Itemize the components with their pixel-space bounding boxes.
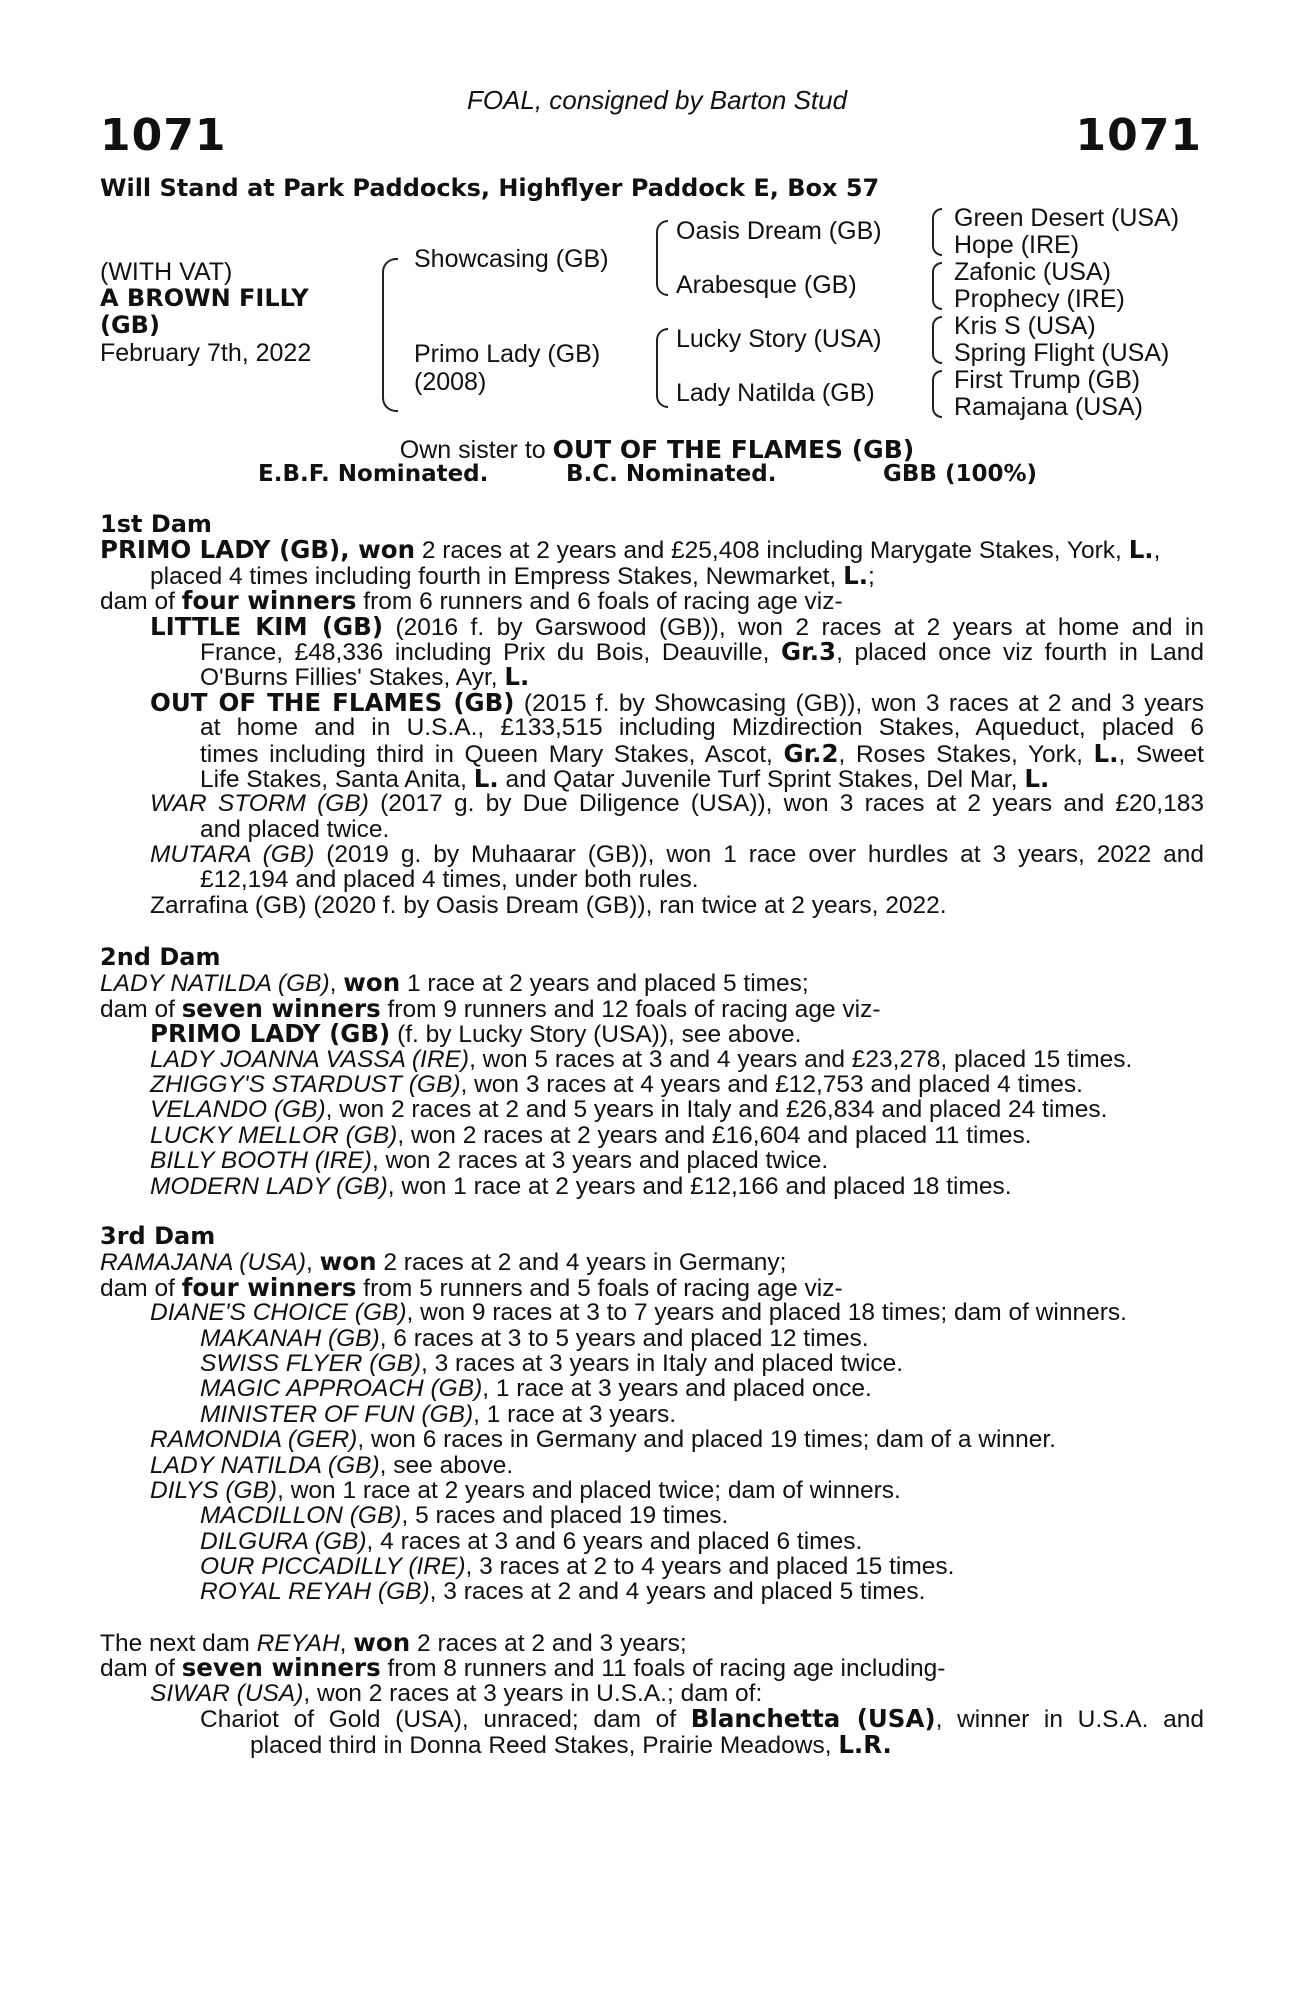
progeny-name: MUTARA (GB) [150,841,315,869]
first-dam-name: PRIMO LADY (GB) [100,535,341,565]
progeny-1-line-c [100,662,1204,692]
grade-label: L. [843,560,869,590]
race-record: , won 1 race at 2 years and £12,166 and placed 18 times. [387,1172,1012,1200]
second-dam-line-2 [100,993,1204,1023]
next-dam-line-4 [100,1704,1205,1734]
progeny-2-line-c [100,738,1204,768]
grade-label: L.R. [838,1729,892,1759]
race-record: , 1 race at 3 years. [473,1400,677,1428]
sire-sire: Oasis Dream (GB) [676,217,882,245]
progeny-1-line-a [100,611,1204,641]
first-dam-section [100,512,1204,918]
winners-count: four winners [181,1272,357,1302]
progeny-name: LUCKY MELLOR (GB) [150,1121,398,1149]
next-dam-name: REYAH [256,1630,340,1657]
progeny-1-line-b [100,636,1204,666]
race-record: , won 2 races at 2 years and £16,604 and placed 11 times. [397,1121,1032,1149]
race-record: , 1 race at 3 years and placed once. [482,1375,872,1403]
dam-name: Primo Lady (GB) [414,340,601,368]
vat-note: (WITH VAT) [100,258,233,286]
own-sister-name: OUT OF THE FLAMES (GB) [552,435,915,464]
race-record: at home and in U.S.A., £133,515 including Mizdirection Stakes, Aqueduct, placed 6 [200,714,1204,742]
second-dam-progeny-2 [100,1047,1204,1072]
third-dam-line-1 [100,1247,1204,1277]
third-dam-progeny-b [100,1427,1204,1452]
third-dam-grandprogeny-d3 [100,1554,1204,1579]
granddam-1: Hope (IRE) [954,231,1080,259]
won-label: , won [340,535,416,565]
text-fragment: dam of [100,1655,182,1683]
progeny-name: SIWAR (USA) [150,1679,304,1707]
third-dam-line-2 [100,1272,1204,1302]
grade-label: L. [473,763,499,793]
progeny-name: ZHIGGY'S STARDUST (GB) [150,1070,461,1098]
progeny-name: OUT OF THE FLAMES (GB) [150,687,515,717]
text-fragment: from 8 runners and 11 foals of racing age including- [380,1655,946,1683]
race-record: 2 races at 2 and 4 years in Germany; [376,1249,787,1277]
grandsire-4: First Trump (GB) [954,366,1141,394]
third-dam-grandprogeny-d4 [100,1579,1204,1604]
race-record: , winner in U.S.A. and [935,1706,1205,1734]
second-dam-heading: 2nd Dam [100,943,221,971]
text-fragment: from 6 runners and 6 foals of racing age viz- [356,588,843,616]
progeny-name: MACDILLON (GB) [200,1502,402,1530]
race-record: , won 5 races at 3 and 4 years and £23,278, placed 15 times. [469,1045,1133,1073]
text-fragment: The next dam [100,1630,257,1657]
grade-label: L. [1024,763,1050,793]
third-dam-heading: 3rd Dam [100,1222,216,1250]
sire-name: Showcasing (GB) [414,245,609,273]
pedigree-brace-dam [656,328,668,408]
race-record: , 5 races and placed 19 times. [401,1502,729,1530]
race-record: , 3 races at 2 to 4 years and placed 15 times. [465,1553,955,1581]
race-record: , Sweet [1118,740,1204,768]
race-record: , 6 races at 3 to 5 years and placed 12 times. [379,1324,869,1352]
third-dam-progeny-a [100,1300,1204,1325]
own-sister-prefix: Own sister to [399,436,553,464]
pedigree-brace-main [382,258,398,412]
race-record: (2016 f. by Garswood (GB)), won 2 races at 2 years at home and in [383,613,1204,641]
text-fragment: dam of [100,588,182,616]
punctuation: , [306,1249,320,1277]
race-record: 1 race at 2 years and placed 5 times; [400,970,809,998]
progeny-name: DILYS (GB) [150,1476,278,1504]
third-dam-grandprogeny-a3 [100,1376,1204,1401]
progeny-name: RAMONDIA (GER) [150,1426,358,1454]
text-fragment: dam of [100,1274,182,1302]
progeny-name: SWISS FLYER (GB) [200,1349,422,1377]
race-record: and placed twice. [200,815,390,843]
third-dam-grandprogeny-a4 [100,1402,1204,1427]
progeny-5-line [100,893,1204,918]
progeny-2-line-a [100,687,1204,717]
progeny-name: ROYAL REYAH (GB) [200,1578,430,1606]
third-dam-name: RAMAJANA (USA) [100,1249,307,1277]
race-record: and Qatar Juvenile Turf Sprint Stakes, Del Mar, [498,765,1025,793]
race-record: , won 3 races at 4 years and £12,753 and placed 4 times. [460,1070,1083,1098]
grandsire-2: Zafonic (USA) [954,258,1111,286]
first-dam-line-2 [100,560,1204,590]
race-record: , placed once viz fourth in Land [836,638,1204,666]
race-record: , won 1 race at 2 years and placed twice; dam of winners. [277,1476,901,1504]
race-record: , 3 races at 3 years in Italy and placed twice. [421,1349,904,1377]
second-dam-progeny-4 [100,1097,1204,1122]
race-record: Chariot of Gold (USA), unraced; dam of [200,1706,691,1734]
gbb-note: GBB (100%) [883,461,1038,487]
progeny-name: MAKANAH (GB) [200,1324,380,1352]
subject-name: A BROWN FILLY [100,284,309,312]
next-dam-line-3 [100,1681,1204,1706]
progeny-name: MAGIC APPROACH (GB) [200,1375,483,1403]
subject-dob: February 7th, 2022 [100,339,312,367]
race-record: times including third in Queen Mary Stakes, Ascot, [200,740,784,768]
grandsire-3: Kris S (USA) [954,312,1096,340]
progeny-name: PRIMO LADY (GB) [150,1019,391,1049]
punctuation: , [339,1630,354,1657]
won-label: won [343,968,401,998]
progeny-name: DILGURA (GB) [200,1527,367,1555]
lot-number-right: 1071 [1075,110,1202,161]
third-dam-grandprogeny-a2 [100,1351,1204,1376]
pedigree-brace-sire [656,220,668,296]
race-record: Zarrafina (GB) (2020 f. by Oasis Dream (GB)), ran twice at 2 years, 2022. [150,891,947,919]
race-record: , 3 races at 2 and 4 years and placed 5 times. [429,1578,926,1606]
next-dam-section [100,1630,1204,1757]
race-record: , won 2 races at 2 and 5 years in Italy and £26,834 and placed 24 times. [325,1096,1108,1124]
third-dam-progeny-c [100,1453,1204,1478]
second-dam-progeny-5 [100,1123,1204,1148]
race-record: O'Burns Fillies' Stakes, Ayr, [200,664,505,692]
progeny-3-line-a [100,791,1204,816]
race-record: , Roses Stakes, York, [838,740,1094,768]
first-dam-line-3 [100,586,1204,616]
granddam-2: Prophecy (IRE) [954,285,1125,313]
grade-label: L. [1128,535,1154,565]
grandsire-1: Green Desert (USA) [954,204,1180,232]
second-dam-line-1 [100,968,1204,998]
progeny-2-line-d [100,763,1204,793]
second-dam-progeny-3 [100,1072,1204,1097]
third-dam-progeny-d [100,1478,1204,1503]
progeny-name: LADY JOANNA VASSA (IRE) [150,1045,470,1073]
winners-count: four winners [181,586,357,616]
punctuation: ; [868,562,875,590]
pedigree-brace-g1 [932,208,942,256]
first-dam-line-1 [100,535,1204,565]
text-fragment: from 9 runners and 12 foals of racing age viz- [380,995,881,1023]
pedigree-brace-g2 [932,262,942,310]
pedigree-brace-g4 [932,370,942,418]
consignor-line: FOAL, consigned by Barton Stud [466,85,848,115]
race-record: (2015 f. by Showcasing (GB)), won 3 races at 2 and 3 years [514,689,1204,717]
race-record: , won 6 races in Germany and placed 19 times; dam of a winner. [357,1426,1056,1454]
stand-location: Will Stand at Park Paddocks, Highflyer Paddock E, Box 57 [100,174,880,202]
granddam-3: Spring Flight (USA) [954,339,1170,367]
race-record: 2 races at 2 years and £25,408 including Marygate Stakes, York, [415,537,1129,565]
race-record: , see above. [379,1451,514,1479]
second-dam-progeny-7 [100,1174,1204,1199]
punctuation: , [1153,537,1161,565]
race-record: , 4 races at 3 and 6 years and placed 6 times. [366,1527,863,1555]
third-dam-section [100,1224,1204,1605]
dam-year: (2008) [414,368,487,396]
race-record: , won 2 races at 3 years in U.S.A.; dam of: [303,1679,763,1707]
race-record: France, £48,336 including Prix du Bois, Deauville, [200,638,782,666]
progeny-name: Blanchetta (USA) [690,1704,936,1734]
race-record: placed third in Donna Reed Stakes, Prairie Meadows, [250,1731,839,1759]
progeny-name: MODERN LADY (GB) [150,1172,388,1200]
race-record: (f. by Lucky Story (USA)), see above. [390,1021,802,1049]
progeny-name: WAR STORM (GB) [150,790,369,818]
sire-dam: Arabesque (GB) [676,271,857,299]
second-dam-progeny-6 [100,1148,1204,1173]
won-label: won [319,1247,377,1277]
dam-sire: Lucky Story (USA) [676,325,882,353]
progeny-name: BILLY BOOTH (IRE) [150,1147,372,1175]
race-record: , won 9 races at 3 to 7 years and placed 18 times; dam of winners. [406,1299,1127,1327]
next-dam-line-5 [100,1729,1204,1759]
third-dam-grandprogeny-a1 [100,1326,1204,1351]
third-dam-grandprogeny-d2 [100,1529,1204,1554]
second-dam-progeny-1 [100,1019,1204,1049]
progeny-2-line-b [100,715,1204,740]
pedigree-brace-g3 [932,316,942,364]
punctuation: , [329,970,344,998]
bc-note: B.C. Nominated. [566,461,777,487]
race-record: placed 4 times including fourth in Empress Stakes, Newmarket, [150,562,844,590]
subject-origin: (GB) [100,311,160,339]
lot-number-left: 1071 [100,110,227,161]
granddam-4: Ramajana (USA) [954,393,1143,421]
next-dam-line-1 [100,1630,1204,1655]
third-dam-grandprogeny-d1 [100,1503,1204,1528]
second-dam-section [100,945,1204,1199]
race-record: Life Stakes, Santa Anita, [200,765,474,793]
next-dam-line-2 [100,1653,1204,1683]
progeny-name: MINISTER OF FUN (GB) [200,1400,474,1428]
progeny-name: DIANE'S CHOICE (GB) [150,1299,407,1327]
grade-label: Gr.2 [783,738,839,768]
race-record: 2 races at 2 and 3 years; [410,1630,687,1657]
progeny-name: LITTLE KIM (GB) [150,611,384,641]
ebf-note: E.B.F. Nominated. [258,461,489,487]
progeny-3-line-b [100,817,1204,842]
progeny-4-line-b [100,867,1204,892]
progeny-name: OUR PICCADILLY (IRE) [200,1553,466,1581]
race-record: (2017 g. by Due Diligence (USA)), won 3 races at 2 years and £20,183 [368,790,1204,818]
progeny-name: LADY NATILDA (GB) [150,1451,380,1479]
first-dam-heading: 1st Dam [100,510,212,538]
dam-dam: Lady Natilda (GB) [676,379,875,407]
text-fragment: dam of [100,995,182,1023]
text-fragment: from 5 runners and 5 foals of racing age viz- [356,1274,843,1302]
winners-count: seven winners [181,993,381,1023]
race-record: £12,194 and placed 4 times, under both rules. [200,866,699,894]
grade-label: L. [504,662,530,692]
won-label: won [353,1628,411,1657]
grade-label: L. [1093,738,1119,768]
race-record: , won 2 races at 3 years and placed twice. [371,1147,829,1175]
winners-count: seven winners [181,1653,381,1683]
grade-label: Gr.3 [781,636,837,666]
race-record: (2019 g. by Muhaarar (GB)), won 1 race over hurdles at 3 years, 2022 and [314,841,1204,869]
progeny-4-line-a [100,842,1204,867]
second-dam-name: LADY NATILDA (GB) [100,970,330,998]
progeny-name: VELANDO (GB) [150,1096,326,1124]
